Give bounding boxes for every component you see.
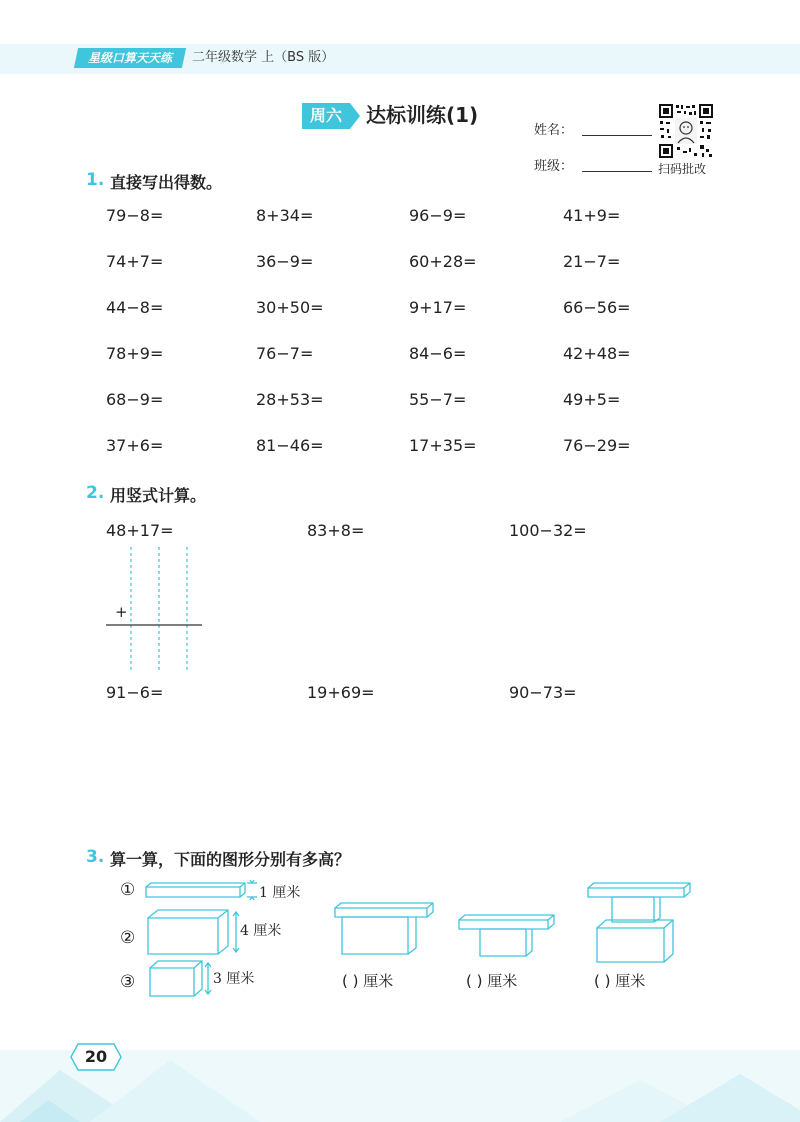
- height-label-4cm: 4 厘米: [240, 923, 282, 939]
- book-subtitle: 二年级数学 上（BS 版）: [192, 50, 335, 65]
- vertical-problem: 48+17=: [106, 521, 174, 540]
- vertical-problem: 90−73=: [509, 683, 577, 702]
- math-problem: 79−8=: [106, 206, 164, 225]
- legend-marker: ②: [120, 928, 136, 948]
- qr-code-icon[interactable]: [658, 103, 714, 159]
- math-problem: 84−6=: [409, 344, 467, 363]
- answer-blank[interactable]: ( ) 厘米: [466, 972, 518, 990]
- math-problem: 76−29=: [563, 436, 631, 455]
- height-label-3cm: 3 厘米: [213, 971, 255, 987]
- math-problem: 66−56=: [563, 298, 631, 317]
- legend-marker: ①: [120, 880, 136, 900]
- math-problem: 44−8=: [106, 298, 164, 317]
- section3-number: 3.: [86, 847, 105, 867]
- height-label-1cm: 1 厘米: [259, 885, 301, 901]
- box-4cm-shape: [144, 908, 244, 958]
- math-problem: 30+50=: [256, 298, 324, 317]
- scan-grade-label: 扫码批改: [658, 162, 707, 176]
- vertical-problem: 100−32=: [509, 521, 587, 540]
- math-problem: 41+9=: [563, 206, 621, 225]
- plus-sign: +: [115, 603, 128, 621]
- page-title: 达标训练(1): [366, 103, 479, 127]
- stack-a-shape: [332, 896, 440, 960]
- math-problem: 36−9=: [256, 252, 314, 271]
- math-problem: 78+9=: [106, 344, 164, 363]
- page-number: 20: [84, 1047, 108, 1066]
- vertical-problem: 83+8=: [307, 521, 365, 540]
- class-field[interactable]: [582, 171, 652, 172]
- vertical-problem: 19+69=: [307, 683, 375, 702]
- math-problem: 49+5=: [563, 390, 621, 409]
- box-3cm-shape: [144, 958, 216, 1000]
- math-problem: 21−7=: [563, 252, 621, 271]
- math-problem: 96−9=: [409, 206, 467, 225]
- section2-title: 用竖式计算。: [110, 486, 207, 505]
- stack-b-shape: [456, 910, 560, 960]
- section1-number: 1.: [86, 170, 105, 190]
- section1-title: 直接写出得数。: [110, 173, 223, 192]
- math-problem: 8+34=: [256, 206, 314, 225]
- stack-c-shape: [584, 880, 696, 964]
- math-problem: 74+7=: [106, 252, 164, 271]
- math-problem: 81−46=: [256, 436, 324, 455]
- math-problem: 28+53=: [256, 390, 324, 409]
- name-label: 姓名：: [534, 123, 574, 138]
- math-problem: 76−7=: [256, 344, 314, 363]
- math-problem: 55−7=: [409, 390, 467, 409]
- name-field[interactable]: [582, 135, 652, 136]
- legend-marker: ③: [120, 972, 136, 992]
- class-label: 班级：: [534, 159, 574, 174]
- vertical-problem: 91−6=: [106, 683, 164, 702]
- math-problem: 42+48=: [563, 344, 631, 363]
- math-problem: 9+17=: [409, 298, 467, 317]
- section2-number: 2.: [86, 483, 105, 503]
- series-tag: 星级口算天天练: [74, 48, 186, 68]
- answer-blank[interactable]: ( ) 厘米: [342, 972, 394, 990]
- slab-1cm-shape: [144, 880, 262, 902]
- math-problem: 60+28=: [409, 252, 477, 271]
- answer-blank[interactable]: ( ) 厘米: [594, 972, 646, 990]
- math-problem: 68−9=: [106, 390, 164, 409]
- math-problem: 17+35=: [409, 436, 477, 455]
- math-problem: 37+6=: [106, 436, 164, 455]
- section3-title: 算一算，下面的图形分别有多高？: [110, 850, 351, 869]
- day-badge: 周六: [302, 103, 350, 129]
